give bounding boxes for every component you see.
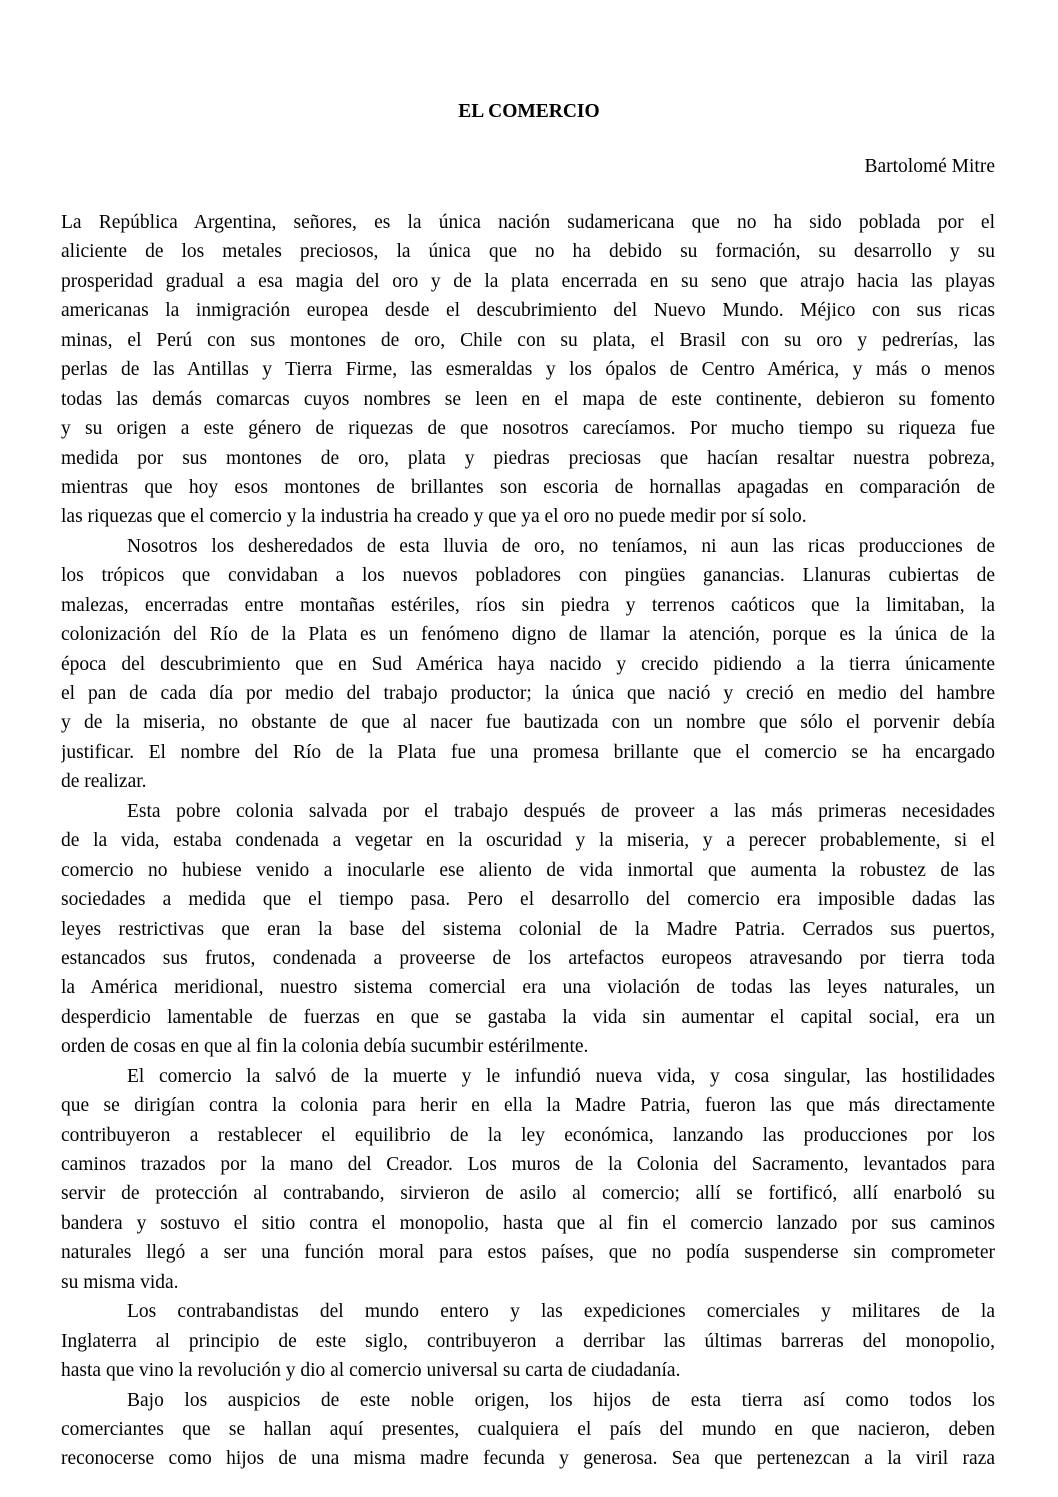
text-line: su misma vida.	[61, 1271, 179, 1293]
text-line: comerciantes que se hallan aquí presentes, cualquiera el país del mundo en que nacieron, deben	[61, 1418, 995, 1440]
text-line: la América meridional, nuestro sistema comercial era una violación de todas las leyes naturales, un	[61, 977, 995, 999]
text-line: aliciente de los metales preciosos, la única que no ha debido su formación, su desarrollo y su	[61, 241, 995, 263]
paragraph	[61, 1297, 995, 1385]
text-line: caminos trazados por la mano del Creador. Los muros de la Colonia del Sacramento, levantados para	[61, 1154, 995, 1175]
paragraph	[61, 797, 995, 1062]
text-line: medida por sus montones de oro, plata y piedras preciosas que hacían resaltar nuestra pobreza,	[61, 447, 995, 469]
text-line: todas las demás comarcas cuyos nombres se leen en el mapa de este continente, debieron su fomento	[61, 388, 995, 410]
document-body	[61, 208, 995, 1474]
text-line: el pan de cada día por medio del trabajo productor; la única que nació y creció en medio del hambre	[61, 683, 995, 704]
text-line: servir de protección al contrabando, sirvieron de asilo al comercio; allí se fortificó, allí enarboló su	[61, 1183, 995, 1205]
text-line: de la vida, estaba condenada a vegetar en la oscuridad y la miseria, y a perecer probablemente, si el	[61, 830, 995, 852]
text-line: prosperidad gradual a esa magia del oro y de la plata encerrada en su seno que atrajo hacia las playas	[61, 270, 995, 292]
text-line: hasta que vino la revolución y dio al comercio universal su carta de ciudadanía.	[61, 1360, 681, 1382]
text-line: contribuyeron a restablecer el equilibrio de la ley económica, lanzando las producciones por los	[61, 1124, 995, 1146]
text-line: Inglaterra al principio de este siglo, contribuyeron a derribar las últimas barreras del monopolio,	[61, 1330, 995, 1352]
text-line: La República Argentina, señores, es la única nación sudamericana que no ha sido poblada por el	[61, 212, 995, 233]
text-line: colonización del Río de la Plata es un fenómeno digno de llamar la atención, porque es la única de la	[61, 624, 995, 646]
text-line: orden de cosas en que al fin la colonia debía sucumbir estérilmente.	[61, 1036, 589, 1058]
text-line: Esta pobre colonia salvada por el trabajo después de proveer a las más primeras necesidades	[127, 800, 995, 822]
text-line: minas, el Perú con sus montones de oro, Chile con su plata, el Brasil con su oro y pedrerías, las	[61, 329, 995, 351]
text-line: Los contrabandistas del mundo entero y las expediciones comerciales y militares de la	[127, 1301, 995, 1323]
text-line: bandera y sostuvo el sitio contra el monopolio, hasta que al fin el comercio lanzado por sus caminos	[61, 1212, 995, 1234]
text-line: sociedades a medida que el tiempo pasa. Pero el desarrollo del comercio era imposible dadas las	[61, 889, 995, 911]
text-line: naturales llegó a ser una función moral para estos países, que no podía suspenderse sin comprometer	[61, 1242, 995, 1264]
paragraph	[61, 532, 995, 797]
text-line: y de la miseria, no obstante de que al nacer fue bautizada con un nombre que sólo el porvenir debía	[61, 712, 995, 734]
paragraph	[61, 208, 995, 532]
text-line: y su origen a este género de riquezas de que nosotros carecíamos. Por mucho tiempo su riqueza fue	[61, 418, 995, 440]
text-line: los trópicos que convidaban a los nuevos pobladores con pingües ganancias. Llanuras cubiertas de	[61, 565, 995, 587]
text-line: mientras que hoy esos montones de brillantes son escoria de hornallas apagadas en comparación de	[61, 476, 995, 498]
document-title: EL COMERCIO	[458, 101, 600, 122]
text-line: las riquezas que el comercio y la industria ha creado y que ya el oro no puede medir por sí solo.	[61, 506, 807, 528]
text-line: reconocerse como hijos de una misma madre fecunda y generosa. Sea que pertenezcan a la viril raza	[61, 1448, 995, 1470]
text-line: perlas de las Antillas y Tierra Firme, las esmeraldas y los ópalos de Centro América, y más o menos	[61, 359, 995, 381]
paragraph	[61, 1062, 995, 1298]
text-line: desperdicio lamentable de fuerzas en que se gastaba la vida sin aumentar el capital social, era un	[61, 1006, 995, 1028]
text-line: época del descubrimiento que en Sud América haya nacido y crecido pidiendo a la tierra únicamente	[61, 653, 995, 675]
text-line: malezas, encerradas entre montañas estériles, ríos sin piedra y terrenos caóticos que la limitaban, la	[61, 594, 995, 616]
text-line: que se dirigían contra la colonia para herir en ella la Madre Patria, fueron las que más directamente	[61, 1095, 995, 1117]
text-line: Bajo los auspicios de este noble origen, los hijos de esta tierra así como todos los	[127, 1389, 995, 1411]
text-line: Nosotros los desheredados de esta lluvia de oro, no teníamos, ni aun las ricas producciones de	[127, 535, 995, 557]
text-line: comercio no hubiese venido a inocularle ese aliento de vida inmortal que aumenta la robustez de las	[61, 859, 995, 881]
document-author: Bartolomé Mitre	[864, 156, 995, 177]
text-line: El comercio la salvó de la muerte y le infundió nueva vida, y cosa singular, las hostilidades	[127, 1065, 995, 1087]
text-line: justificar. El nombre del Río de la Plata fue una promesa brillante que el comercio se ha encargado	[61, 741, 995, 763]
text-line: leyes restrictivas que eran la base del sistema colonial de la Madre Patria. Cerrados sus puertos,	[61, 918, 995, 940]
paragraph	[61, 1386, 995, 1474]
text-line: de realizar.	[61, 771, 147, 793]
text-line: americanas la inmigración europea desde el descubrimiento del Nuevo Mundo. Méjico con sus ricas	[61, 300, 995, 322]
text-line: estancados sus frutos, condenada a proveerse de los artefactos europeos atravesando por tierra toda	[61, 947, 995, 969]
